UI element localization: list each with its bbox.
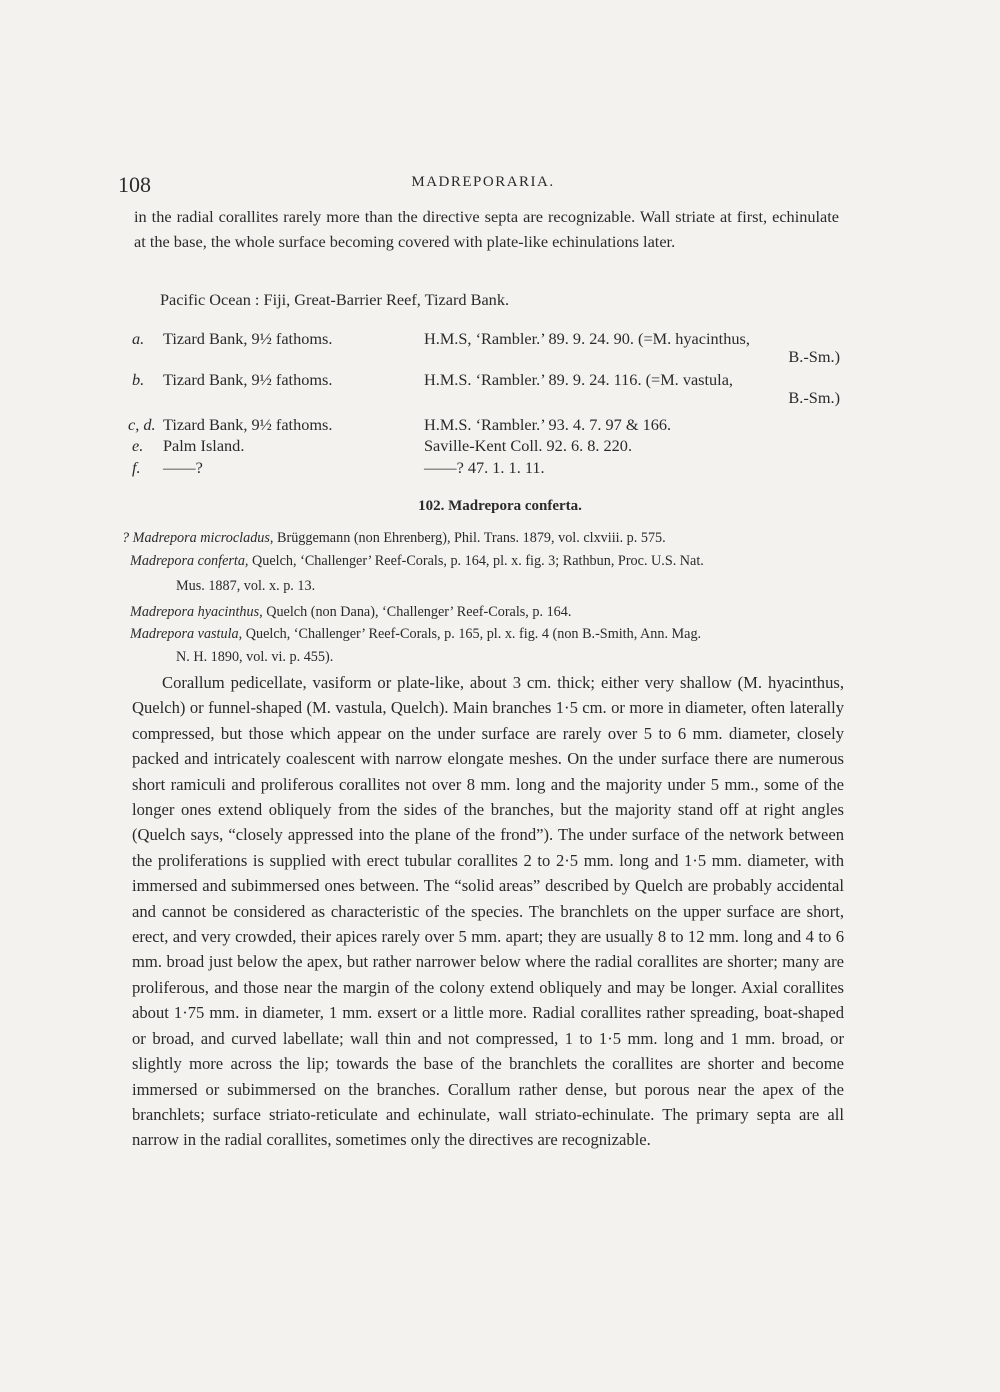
synonym-citation: Quelch, ‘Challenger’ Reef-Corals, p. 165, pl. x. fig. 4 (non B.-Smith, Ann. Mag. (245, 626, 702, 642)
specimen-letter: c, d. (128, 415, 156, 434)
synonym-name: Madrepora conferta, (130, 553, 249, 569)
species-heading: 102. Madrepora conferta. (418, 498, 582, 514)
specimen-letter: b. (132, 370, 145, 389)
page-header (118, 172, 848, 198)
synonymy-entry (130, 551, 704, 571)
specimen-reference-cont: B.-Sm.) (788, 388, 840, 407)
specimen-reference: H.M.S. ‘Rambler.’ 89. 9. 24. 116. (=M. vastula, (424, 370, 734, 389)
specimen-reference: Saville-Kent Coll. 92. 6. 8. 220. (424, 436, 633, 455)
synonymy-entry (130, 602, 571, 622)
specimen-letter: f. (132, 458, 141, 477)
specimen-place: ——? (163, 458, 203, 477)
synonym-name: Madrepora vastula, (130, 626, 243, 642)
synonymy-continuation: N. H. 1890, vol. vi. p. 455). (176, 649, 334, 665)
specimen-place: Tizard Bank, 9½ fathoms. (163, 415, 333, 434)
synonymy-entry (130, 624, 701, 644)
synonymy-entry (122, 528, 666, 548)
specimen-place: Palm Island. (163, 436, 245, 455)
synonym-citation: Brüggemann (non Ehrenberg), Phil. Trans. 1879, vol. clxviii. p. 575. (277, 530, 666, 546)
synonym-citation: Quelch, ‘Challenger’ Reef-Corals, p. 164, pl. x. fig. 3; Rathbun, Proc. U.S. Nat. (252, 553, 704, 569)
synonym-name: Madrepora hyacinthus, (130, 604, 263, 620)
specimen-letter: e. (132, 436, 144, 455)
specimen-reference: H.M.S. ‘Rambler.’ 93. 4. 7. 97 & 166. (424, 415, 672, 434)
intro-paragraph: in the radial corallites rarely more than the directive septa are recognizable. Wall striate at first, echinulate at the base, the whole surface becoming covered with plate-like echinulations later. (134, 207, 839, 251)
locality-line: Pacific Ocean : Fiji, Great-Barrier Reef, Tizard Bank. (160, 290, 510, 309)
description-paragraph: Corallum pedicellate, vasiform or plate-like, about 3 cm. thick; either very shallow (M. hyacinthus, Quelch) or funnel-shaped (M. vastula, Quelch). Main branches 1·5 cm. or more in diameter, often laterally compressed, but those which appear on the under surface are rarely over 5 to 6 mm. diameter, closely packed and intricately coalescent with narrow elongate meshes. On the under surface there are numerous short ramiculi and proliferous corallites not over 8 mm. long and the majority under 5 mm., some of the longer ones extend obliquely from the sides of the branches, but the majority stand off at right angles (Quelch says, “closely appressed into the plane of the frond”). The under surface of the network between the proliferations is supplied with erect tubular corallites 2 to 2·5 mm. long and 1·5 mm. diameter, with immersed and subimmersed ones between. The “solid areas” described by Quelch are probably accidental and cannot be considered as characteristic of the species. The branchlets on the upper surface are short, erect, and very crowded, their apices rarely over 5 mm. apart; they are usually 8 to 12 mm. long and 4 to 6 mm. broad just below the apex, but rather narrower below where the radial corallites are shorter; many are proliferous, and those near the margin of the colony extend obliquely and may be longer. Axial corallites about 1·75 mm. in diameter, 1 mm. exsert or a little more. Radial corallites rather spreading, boat-shaped or broad, and curved labellate; wall thin and not compressed, 1 to 1·5 mm. long and 1 mm. broad, or slightly more across the lip; towards the base of the branchlets the corallites are shorter and become immersed or subimmersed on the branches. Corallum rather dense, but porous near the apex of the branchlets; surface striato-reticulate and echinulate, wall striato-echinulate. The primary septa are all narrow in the radial corallites, sometimes only the directives are recognizable. (132, 673, 844, 1150)
synonym-citation: Quelch (non Dana), ‘Challenger’ Reef-Corals, p. 164. (266, 604, 572, 620)
specimen-letter: a. (132, 329, 145, 348)
specimen-place: Tizard Bank, 9½ fathoms. (163, 329, 333, 348)
specimen-reference-cont: B.-Sm.) (788, 347, 840, 366)
specimen-reference: H.M.S, ‘Rambler.’ 89. 9. 24. 90. (=M. hyacinthus, (424, 329, 750, 348)
synonym-name: ? Madrepora microcladus, (122, 530, 274, 546)
page-number: 108 (118, 172, 151, 197)
specimen-place: Tizard Bank, 9½ fathoms. (163, 370, 333, 389)
running-title: MADREPORARIA. (411, 174, 555, 190)
specimen-reference: ——? 47. 1. 1. 11. (424, 458, 545, 477)
synonymy-continuation: Mus. 1887, vol. x. p. 13. (176, 578, 316, 594)
